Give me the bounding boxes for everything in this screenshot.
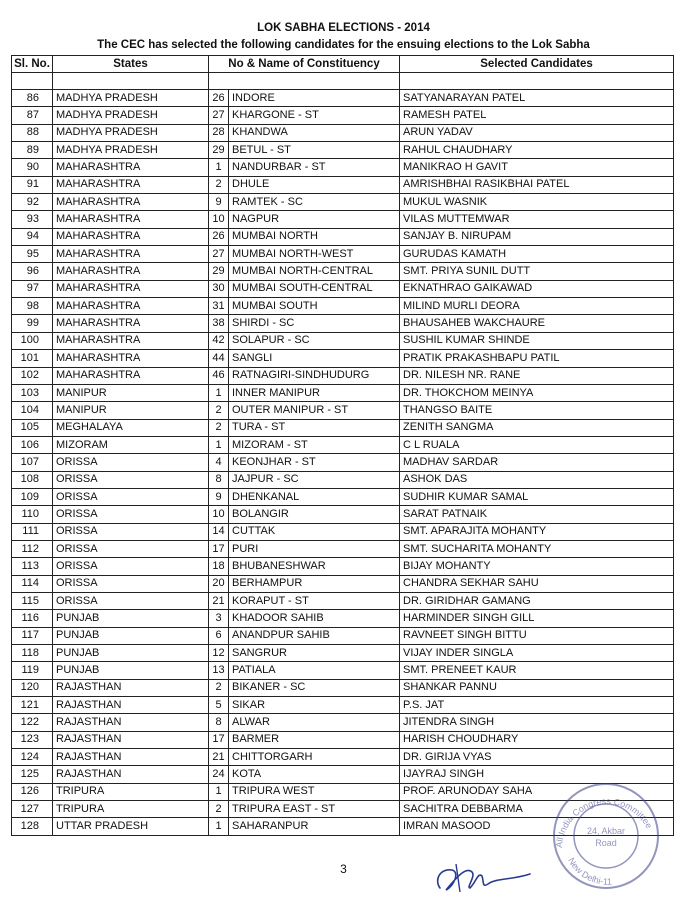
- cell-constituency-number: 10: [209, 211, 229, 228]
- cell-constituency-number: 9: [209, 194, 229, 211]
- cell-candidate: PROF. ARUNODAY SAHA: [400, 783, 674, 800]
- cell-candidate: SUDHIR KUMAR SAMAL: [400, 488, 674, 505]
- blank-row: [12, 73, 674, 90]
- cell-constituency-number: 10: [209, 506, 229, 523]
- cell-candidate: IJAYRAJ SINGH: [400, 766, 674, 783]
- cell-sl-no: 127: [12, 801, 53, 818]
- cell-sl-no: 97: [12, 280, 53, 297]
- cell-candidate: SMT. SUCHARITA MOHANTY: [400, 540, 674, 557]
- blank-cell: [12, 73, 53, 90]
- table-row: [12, 471, 674, 488]
- cell-state: PUNJAB: [53, 645, 209, 662]
- cell-state: MAHARASHTRA: [53, 176, 209, 193]
- table-row: [12, 645, 674, 662]
- table-row: [12, 436, 674, 453]
- cell-sl-no: 111: [12, 523, 53, 540]
- cell-state: MAHARASHTRA: [53, 298, 209, 315]
- table-row: [12, 350, 674, 367]
- cell-state: ORISSA: [53, 540, 209, 557]
- cell-constituency-number: 42: [209, 332, 229, 349]
- cell-constituency-name: MUMBAI NORTH-WEST: [229, 246, 400, 263]
- cell-constituency-number: 2: [209, 419, 229, 436]
- table-row: [12, 107, 674, 124]
- cell-constituency-name: BIKANER - SC: [229, 679, 400, 696]
- cell-constituency-number: 13: [209, 662, 229, 679]
- cell-state: MADHYA PRADESH: [53, 90, 209, 107]
- table-row: [12, 211, 674, 228]
- cell-constituency-number: 8: [209, 471, 229, 488]
- table-row: [12, 194, 674, 211]
- table-row: [12, 540, 674, 557]
- cell-sl-no: 91: [12, 176, 53, 193]
- cell-state: MAHARASHTRA: [53, 228, 209, 245]
- cell-candidate: THANGSO BAITE: [400, 402, 674, 419]
- cell-candidate: MANIKRAO H GAVIT: [400, 159, 674, 176]
- cell-constituency-name: KHADOOR SAHIB: [229, 610, 400, 627]
- cell-candidate: ASHOK DAS: [400, 471, 674, 488]
- table-row: [12, 384, 674, 401]
- congress-office-stamp: [542, 778, 666, 890]
- cell-sl-no: 126: [12, 783, 53, 800]
- cell-candidate: C L RUALA: [400, 436, 674, 453]
- cell-candidate: JITENDRA SINGH: [400, 714, 674, 731]
- cell-sl-no: 114: [12, 575, 53, 592]
- cell-state: MANIPUR: [53, 402, 209, 419]
- cell-state: ORISSA: [53, 575, 209, 592]
- cell-state: RAJASTHAN: [53, 697, 209, 714]
- cell-candidate: DR. GIRIJA VYAS: [400, 749, 674, 766]
- cell-constituency-number: 8: [209, 714, 229, 731]
- cell-constituency-number: 2: [209, 402, 229, 419]
- cell-constituency-name: MUMBAI NORTH-CENTRAL: [229, 263, 400, 280]
- cell-constituency-number: 1: [209, 818, 229, 835]
- cell-constituency-name: SHIRDI - SC: [229, 315, 400, 332]
- cell-state: ORISSA: [53, 454, 209, 471]
- cell-constituency-number: 29: [209, 142, 229, 159]
- cell-state: ORISSA: [53, 523, 209, 540]
- cell-state: RAJASTHAN: [53, 679, 209, 696]
- table-row: [12, 697, 674, 714]
- cell-sl-no: 100: [12, 332, 53, 349]
- signature: [426, 858, 536, 898]
- cell-candidate: IMRAN MASOOD: [400, 818, 674, 835]
- cell-sl-no: 118: [12, 645, 53, 662]
- cell-constituency-name: SANGRUR: [229, 645, 400, 662]
- cell-candidate: BIJAY MOHANTY: [400, 558, 674, 575]
- cell-candidate: BHAUSAHEB WAKCHAURE: [400, 315, 674, 332]
- cell-sl-no: 122: [12, 714, 53, 731]
- cell-constituency-number: 17: [209, 540, 229, 557]
- table-row: [12, 90, 674, 107]
- cell-sl-no: 120: [12, 679, 53, 696]
- cell-constituency-name: MUMBAI NORTH: [229, 228, 400, 245]
- cell-constituency-name: KOTA: [229, 766, 400, 783]
- cell-sl-no: 88: [12, 124, 53, 141]
- cell-sl-no: 115: [12, 592, 53, 609]
- cell-constituency-number: 44: [209, 350, 229, 367]
- cell-state: MEGHALAYA: [53, 419, 209, 436]
- table-row: [12, 246, 674, 263]
- cell-constituency-name: NANDURBAR - ST: [229, 159, 400, 176]
- cell-sl-no: 101: [12, 350, 53, 367]
- cell-sl-no: 87: [12, 107, 53, 124]
- cell-constituency-name: INNER MANIPUR: [229, 384, 400, 401]
- cell-state: ORISSA: [53, 471, 209, 488]
- cell-constituency-number: 1: [209, 436, 229, 453]
- cell-state: PUNJAB: [53, 627, 209, 644]
- cell-constituency-number: 21: [209, 592, 229, 609]
- cell-constituency-number: 29: [209, 263, 229, 280]
- cell-state: TRIPURA: [53, 801, 209, 818]
- table-row: [12, 280, 674, 297]
- blank-cell: [400, 73, 674, 90]
- cell-sl-no: 112: [12, 540, 53, 557]
- cell-constituency-name: KHARGONE - ST: [229, 107, 400, 124]
- cell-constituency-name: SIKAR: [229, 697, 400, 714]
- cell-sl-no: 124: [12, 749, 53, 766]
- stamp-bottom-text: New Delhi-11: [566, 855, 613, 887]
- cell-sl-no: 98: [12, 298, 53, 315]
- cell-sl-no: 103: [12, 384, 53, 401]
- cell-state: MAHARASHTRA: [53, 194, 209, 211]
- cell-constituency-number: 20: [209, 575, 229, 592]
- cell-sl-no: 119: [12, 662, 53, 679]
- cell-constituency-name: BOLANGIR: [229, 506, 400, 523]
- cell-candidate: HARISH CHOUDHARY: [400, 731, 674, 748]
- cell-sl-no: 116: [12, 610, 53, 627]
- cell-constituency-number: 26: [209, 228, 229, 245]
- table-row: [12, 263, 674, 280]
- cell-state: ORISSA: [53, 488, 209, 505]
- cell-candidate: PRATIK PRAKASHBAPU PATIL: [400, 350, 674, 367]
- cell-constituency-name: DHULE: [229, 176, 400, 193]
- cell-constituency-name: TURA - ST: [229, 419, 400, 436]
- cell-sl-no: 95: [12, 246, 53, 263]
- cell-constituency-number: 30: [209, 280, 229, 297]
- cell-constituency-number: 17: [209, 731, 229, 748]
- cell-constituency-number: 21: [209, 749, 229, 766]
- cell-state: ORISSA: [53, 592, 209, 609]
- cell-sl-no: 93: [12, 211, 53, 228]
- cell-state: RAJASTHAN: [53, 766, 209, 783]
- cell-state: MADHYA PRADESH: [53, 107, 209, 124]
- cell-constituency-number: 18: [209, 558, 229, 575]
- cell-state: RAJASTHAN: [53, 749, 209, 766]
- cell-constituency-name: KORAPUT - ST: [229, 592, 400, 609]
- cell-constituency-number: 14: [209, 523, 229, 540]
- cell-sl-no: 108: [12, 471, 53, 488]
- cell-state: ORISSA: [53, 558, 209, 575]
- cell-sl-no: 96: [12, 263, 53, 280]
- cell-constituency-name: SANGLI: [229, 350, 400, 367]
- cell-constituency-name: JAJPUR - SC: [229, 471, 400, 488]
- cell-candidate: DR. NILESH NR. RANE: [400, 367, 674, 384]
- cell-candidate: RAVNEET SINGH BITTU: [400, 627, 674, 644]
- cell-constituency-number: 1: [209, 159, 229, 176]
- cell-constituency-number: 31: [209, 298, 229, 315]
- table-row: [12, 714, 674, 731]
- cell-constituency-name: NAGPUR: [229, 211, 400, 228]
- cell-constituency-name: KHANDWA: [229, 124, 400, 141]
- cell-state: ORISSA: [53, 506, 209, 523]
- cell-candidate: DR. THOKCHOM MEINYA: [400, 384, 674, 401]
- table-row: [12, 124, 674, 141]
- cell-state: MADHYA PRADESH: [53, 142, 209, 159]
- column-header-constituency: No & Name of Constituency: [209, 56, 400, 73]
- cell-candidate: EKNATHRAO GAIKAWAD: [400, 280, 674, 297]
- cell-constituency-number: 3: [209, 610, 229, 627]
- cell-constituency-name: RATNAGIRI-SINDHUDURG: [229, 367, 400, 384]
- cell-state: PUNJAB: [53, 662, 209, 679]
- cell-candidate: AMRISHBHAI RASIKBHAI PATEL: [400, 176, 674, 193]
- cell-state: MANIPUR: [53, 384, 209, 401]
- cell-sl-no: 113: [12, 558, 53, 575]
- cell-candidate: SHANKAR PANNU: [400, 679, 674, 696]
- cell-sl-no: 123: [12, 731, 53, 748]
- table-row: [12, 315, 674, 332]
- cell-constituency-number: 6: [209, 627, 229, 644]
- cell-sl-no: 89: [12, 142, 53, 159]
- cell-constituency-number: 5: [209, 697, 229, 714]
- cell-candidate: SMT. PRIYA SUNIL DUTT: [400, 263, 674, 280]
- cell-sl-no: 105: [12, 419, 53, 436]
- cell-constituency-number: 2: [209, 176, 229, 193]
- cell-state: MADHYA PRADESH: [53, 124, 209, 141]
- table-row: [12, 228, 674, 245]
- cell-candidate: SMT. PRENEET KAUR: [400, 662, 674, 679]
- cell-constituency-name: BERHAMPUR: [229, 575, 400, 592]
- table-row: [12, 749, 674, 766]
- table-row: [12, 610, 674, 627]
- cell-candidate: SMT. APARAJITA MOHANTY: [400, 523, 674, 540]
- cell-constituency-number: 2: [209, 801, 229, 818]
- table-row: [12, 402, 674, 419]
- cell-constituency-number: 26: [209, 90, 229, 107]
- cell-candidate: DR. GIRIDHAR GAMANG: [400, 592, 674, 609]
- cell-sl-no: 106: [12, 436, 53, 453]
- table-row: [12, 454, 674, 471]
- column-header-states: States: [53, 56, 209, 73]
- cell-sl-no: 92: [12, 194, 53, 211]
- cell-constituency-number: 38: [209, 315, 229, 332]
- cell-state: MAHARASHTRA: [53, 263, 209, 280]
- table-row: [12, 367, 674, 384]
- table-row: [12, 627, 674, 644]
- cell-sl-no: 121: [12, 697, 53, 714]
- cell-sl-no: 125: [12, 766, 53, 783]
- document-title: LOK SABHA ELECTIONS - 2014: [257, 22, 430, 34]
- cell-sl-no: 94: [12, 228, 53, 245]
- cell-candidate: SANJAY B. NIRUPAM: [400, 228, 674, 245]
- cell-state: RAJASTHAN: [53, 731, 209, 748]
- cell-sl-no: 102: [12, 367, 53, 384]
- table-row: [12, 298, 674, 315]
- cell-state: MAHARASHTRA: [53, 159, 209, 176]
- column-header-candidates: Selected Candidates: [400, 56, 674, 73]
- cell-state: MAHARASHTRA: [53, 350, 209, 367]
- cell-constituency-number: 24: [209, 766, 229, 783]
- cell-sl-no: 107: [12, 454, 53, 471]
- cell-constituency-name: BARMER: [229, 731, 400, 748]
- cell-constituency-name: SOLAPUR - SC: [229, 332, 400, 349]
- table-row: [12, 523, 674, 540]
- stamp-line-2: Road: [595, 838, 617, 848]
- cell-sl-no: 110: [12, 506, 53, 523]
- cell-constituency-name: PURI: [229, 540, 400, 557]
- table-row: [12, 506, 674, 523]
- cell-candidate: VIJAY INDER SINGLA: [400, 645, 674, 662]
- cell-candidate: RAMESH PATEL: [400, 107, 674, 124]
- table-row: [12, 488, 674, 505]
- cell-state: MAHARASHTRA: [53, 315, 209, 332]
- cell-constituency-name: ANANDPUR SAHIB: [229, 627, 400, 644]
- cell-constituency-number: 28: [209, 124, 229, 141]
- cell-state: MAHARASHTRA: [53, 367, 209, 384]
- cell-constituency-name: DHENKANAL: [229, 488, 400, 505]
- cell-constituency-name: MUMBAI SOUTH: [229, 298, 400, 315]
- cell-constituency-number: 12: [209, 645, 229, 662]
- cell-constituency-name: SAHARANPUR: [229, 818, 400, 835]
- cell-constituency-name: MIZORAM - ST: [229, 436, 400, 453]
- cell-sl-no: 99: [12, 315, 53, 332]
- cell-state: PUNJAB: [53, 610, 209, 627]
- cell-constituency-name: OUTER MANIPUR - ST: [229, 402, 400, 419]
- cell-candidate: P.S. JAT: [400, 697, 674, 714]
- cell-constituency-number: 46: [209, 367, 229, 384]
- cell-candidate: MILIND MURLI DEORA: [400, 298, 674, 315]
- cell-candidate: CHANDRA SEKHAR SAHU: [400, 575, 674, 592]
- document-subtitle: The CEC has selected the following candidates for the ensuing elections to the Lok Sabha: [97, 39, 590, 51]
- cell-sl-no: 86: [12, 90, 53, 107]
- cell-constituency-number: 4: [209, 454, 229, 471]
- table-row: [12, 176, 674, 193]
- cell-candidate: SUSHIL KUMAR SHINDE: [400, 332, 674, 349]
- cell-state: MAHARASHTRA: [53, 332, 209, 349]
- cell-sl-no: 128: [12, 818, 53, 835]
- cell-constituency-name: CHITTORGARH: [229, 749, 400, 766]
- cell-constituency-name: TRIPURA WEST: [229, 783, 400, 800]
- cell-candidate: MUKUL WASNIK: [400, 194, 674, 211]
- cell-constituency-name: BHUBANESHWAR: [229, 558, 400, 575]
- cell-constituency-name: KEONJHAR - ST: [229, 454, 400, 471]
- cell-sl-no: 117: [12, 627, 53, 644]
- cell-constituency-name: MUMBAI SOUTH-CENTRAL: [229, 280, 400, 297]
- table-row: [12, 558, 674, 575]
- column-header-sl-no: Sl. No.: [12, 56, 53, 73]
- cell-state: MAHARASHTRA: [53, 280, 209, 297]
- table-row: [12, 679, 674, 696]
- cell-candidate: ZENITH SANGMA: [400, 419, 674, 436]
- stamp-line-1: 24, Akbar: [586, 826, 626, 836]
- cell-candidate: SARAT PATNAIK: [400, 506, 674, 523]
- cell-constituency-name: RAMTEK - SC: [229, 194, 400, 211]
- cell-state: RAJASTHAN: [53, 714, 209, 731]
- cell-state: MAHARASHTRA: [53, 246, 209, 263]
- cell-state: TRIPURA: [53, 783, 209, 800]
- cell-candidate: SACHITRA DEBBARMA: [400, 801, 674, 818]
- table-row: [12, 142, 674, 159]
- cell-constituency-name: INDORE: [229, 90, 400, 107]
- cell-sl-no: 109: [12, 488, 53, 505]
- cell-candidate: MADHAV SARDAR: [400, 454, 674, 471]
- cell-candidate: HARMINDER SINGH GILL: [400, 610, 674, 627]
- candidates-table: [11, 55, 674, 836]
- blank-cell: [53, 73, 209, 90]
- table-row: [12, 592, 674, 609]
- cell-sl-no: 104: [12, 402, 53, 419]
- cell-constituency-name: ALWAR: [229, 714, 400, 731]
- blank-cell: [209, 73, 400, 90]
- page-number: 3: [340, 862, 347, 876]
- table-row: [12, 731, 674, 748]
- stamp-top-text: All India Congress Committee: [553, 796, 655, 849]
- cell-constituency-name: BETUL - ST: [229, 142, 400, 159]
- cell-state: MIZORAM: [53, 436, 209, 453]
- cell-constituency-number: 9: [209, 488, 229, 505]
- cell-constituency-name: TRIPURA EAST - ST: [229, 801, 400, 818]
- table-row: [12, 419, 674, 436]
- svg-text:New Delhi-11: [566, 856, 612, 887]
- cell-constituency-number: 1: [209, 384, 229, 401]
- cell-constituency-name: PATIALA: [229, 662, 400, 679]
- cell-candidate: VILAS MUTTEMWAR: [400, 211, 674, 228]
- cell-candidate: SATYANARAYAN PATEL: [400, 90, 674, 107]
- table-row: [12, 332, 674, 349]
- cell-state: UTTAR PRADESH: [53, 818, 209, 835]
- cell-candidate: RAHUL CHAUDHARY: [400, 142, 674, 159]
- cell-constituency-number: 27: [209, 107, 229, 124]
- cell-constituency-number: 27: [209, 246, 229, 263]
- cell-constituency-name: CUTTAK: [229, 523, 400, 540]
- cell-state: MAHARASHTRA: [53, 211, 209, 228]
- cell-constituency-number: 2: [209, 679, 229, 696]
- cell-sl-no: 90: [12, 159, 53, 176]
- table-row: [12, 159, 674, 176]
- table-row: [12, 575, 674, 592]
- cell-candidate: ARUN YADAV: [400, 124, 674, 141]
- table-row: [12, 662, 674, 679]
- cell-constituency-number: 1: [209, 783, 229, 800]
- cell-candidate: GURUDAS KAMATH: [400, 246, 674, 263]
